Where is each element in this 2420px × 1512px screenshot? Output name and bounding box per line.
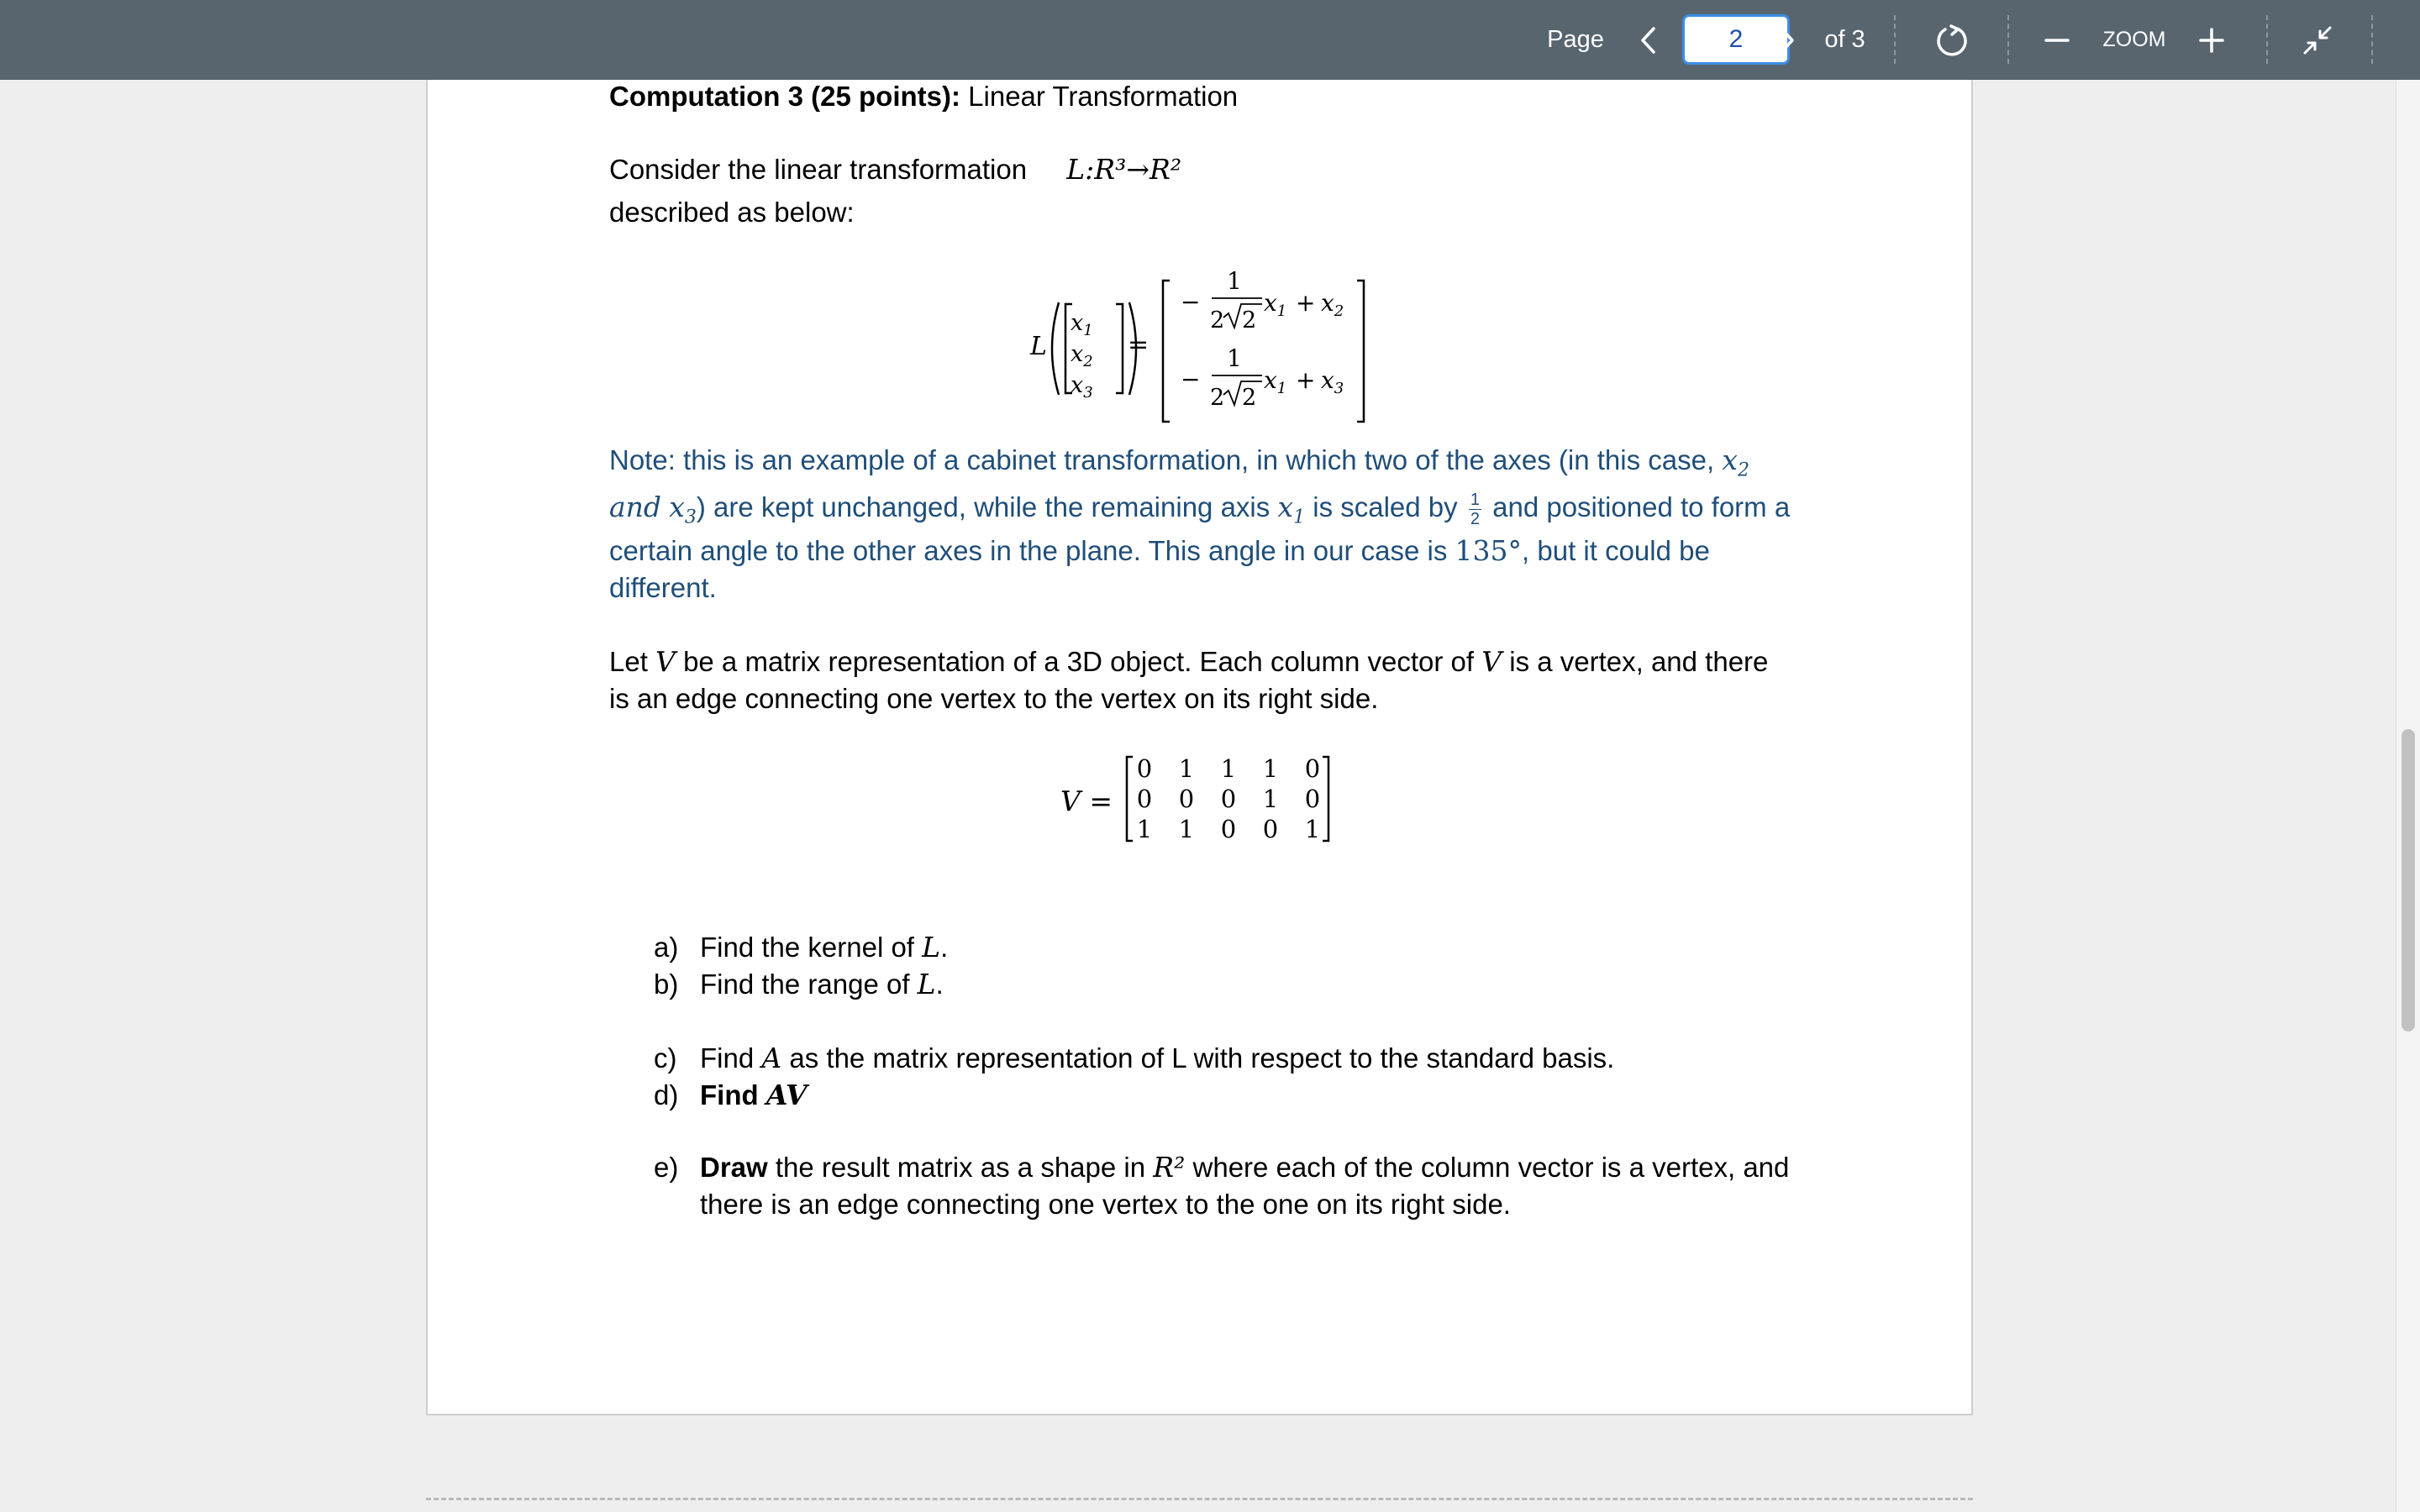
note-line-4: different. bbox=[609, 572, 717, 603]
svg-text:1: 1 bbox=[1227, 344, 1242, 372]
matrix-V-label: V = bbox=[1060, 785, 1113, 817]
svg-text:=: = bbox=[1128, 330, 1150, 360]
svg-text:x1: $x_1$ bbox=[1264, 289, 1287, 320]
matrix-cell: 1 bbox=[1220, 754, 1237, 783]
note-angle: 135° bbox=[1455, 534, 1523, 567]
question-math: R² bbox=[1153, 1151, 1186, 1184]
question-d bbox=[654, 1077, 808, 1114]
svg-text:1: 1 bbox=[1227, 267, 1242, 295]
refresh-icon bbox=[1934, 23, 1970, 58]
question-math: A bbox=[761, 1042, 782, 1074]
svg-text:x3: $x_3$ bbox=[1321, 366, 1344, 397]
next-page-edge bbox=[426, 1498, 1973, 1500]
chevron-left-icon bbox=[1639, 26, 1657, 55]
rotate-button[interactable] bbox=[1933, 0, 1971, 80]
zoom-label: ZOOM bbox=[2102, 28, 2166, 51]
note-x2: $x_2$ bbox=[1722, 444, 1749, 481]
matrix-V bbox=[1124, 752, 1334, 846]
question-math: AV bbox=[765, 1079, 808, 1111]
previous-page-button[interactable] bbox=[1630, 0, 1665, 80]
var-V: V bbox=[1481, 645, 1502, 678]
matrix-cell: 1 bbox=[1178, 754, 1195, 783]
svg-text:2: 2 bbox=[1210, 307, 1225, 333]
question-text: . bbox=[935, 969, 944, 1000]
svg-text:x1: $x_1$ bbox=[1071, 310, 1093, 339]
toolbar-divider bbox=[2266, 15, 2268, 64]
matrix-cell: 0 bbox=[1136, 785, 1153, 813]
toolbar-divider bbox=[2007, 15, 2009, 64]
question-text: Find bbox=[700, 1042, 755, 1074]
para-text: is a vertex, and there bbox=[1509, 646, 1769, 677]
question-e-line-2: there is an edge connecting one vertex to the one on its right side. bbox=[700, 1189, 1511, 1220]
note-line-2 bbox=[609, 489, 1790, 528]
page-label: Page bbox=[1547, 26, 1604, 53]
exit-fullscreen-button[interactable] bbox=[2299, 0, 2336, 80]
matrix-cell: 0 bbox=[1262, 815, 1279, 843]
fraction-one-half: $\frac{1}{2}$ bbox=[1470, 490, 1480, 528]
question-text: Find the range of bbox=[700, 969, 910, 1000]
matrix-cell: 1 bbox=[1262, 785, 1279, 813]
note-text: is scaled by bbox=[1313, 491, 1458, 522]
paragraph-2-line-2: is an edge connecting one vertex to the vertex on its right side. bbox=[609, 683, 1379, 714]
question-math: L bbox=[922, 931, 941, 963]
question-text: as the matrix representation of L with respect to the standard basis. bbox=[789, 1042, 1615, 1074]
minus-icon bbox=[2044, 38, 2070, 43]
para-text: Let bbox=[609, 646, 648, 677]
question-heading bbox=[609, 78, 1238, 115]
toolbar-divider bbox=[1894, 15, 1896, 64]
matrix-cell: 1 bbox=[1136, 815, 1153, 843]
svg-text:L: L bbox=[1030, 332, 1047, 361]
question-a bbox=[654, 929, 949, 966]
matrix-cell: 0 bbox=[1136, 754, 1153, 783]
intro-math: L:R³→R² bbox=[1066, 153, 1182, 186]
svg-text:+: + bbox=[1296, 289, 1316, 317]
var-V: V bbox=[655, 645, 676, 678]
chevron-right-icon bbox=[1778, 26, 1797, 55]
question-label: a) bbox=[654, 932, 679, 963]
note-text: certain angle to the other axes in the plane. This angle in our case is bbox=[609, 535, 1448, 566]
svg-text:x2: $x_2$ bbox=[1071, 341, 1093, 370]
note-x3: $x_3$ bbox=[669, 491, 697, 528]
zoom-in-button[interactable] bbox=[2195, 0, 2228, 80]
svg-text:x2: $x_2$ bbox=[1321, 289, 1344, 320]
matrix-cell: 1 bbox=[1262, 754, 1279, 783]
matrix-cell: 0 bbox=[1178, 785, 1195, 813]
note-line-1 bbox=[609, 442, 1749, 479]
svg-text:2: 2 bbox=[1210, 385, 1225, 411]
pdf-toolbar bbox=[0, 0, 2420, 80]
svg-text:2: 2 bbox=[1242, 307, 1257, 333]
transform-equation bbox=[1025, 260, 1378, 428]
matrix-cell: 0 bbox=[1220, 785, 1237, 813]
para-text: be a matrix representation of a 3D object. Each column vector of bbox=[683, 646, 1475, 677]
matrix-cell: 0 bbox=[1304, 785, 1321, 813]
note-line-3 bbox=[609, 533, 1710, 570]
question-text: the result matrix as a shape in bbox=[775, 1152, 1146, 1183]
question-label: c) bbox=[654, 1042, 677, 1074]
svg-text:x1: $x_1$ bbox=[1264, 366, 1287, 397]
question-text: Draw bbox=[700, 1152, 768, 1183]
question-e bbox=[654, 1149, 1790, 1186]
heading-title: Computation 3 (25 points): bbox=[609, 81, 960, 112]
intro-text: Consider the linear transformation bbox=[609, 154, 1028, 185]
toolbar-divider bbox=[2371, 15, 2373, 64]
matrix-cell: 1 bbox=[1178, 815, 1195, 843]
matrix-cell: 0 bbox=[1304, 754, 1321, 783]
page-count: of 3 bbox=[1824, 26, 1865, 53]
question-b bbox=[654, 966, 944, 1003]
plus-icon bbox=[2198, 27, 2225, 54]
svg-text:−: − bbox=[1181, 288, 1201, 316]
matrix-cell: 1 bbox=[1304, 815, 1321, 843]
note-text: and positioned to form a bbox=[1492, 491, 1791, 522]
paragraph-2-line-1 bbox=[609, 643, 1768, 680]
question-text: where each of the column vector is a vertex, and bbox=[1192, 1152, 1790, 1183]
scrollbar-thumb[interactable] bbox=[2402, 729, 2415, 1032]
note-and: and bbox=[609, 491, 662, 523]
question-c bbox=[654, 1040, 1615, 1077]
next-page-button[interactable] bbox=[1770, 0, 1805, 80]
svg-text:+: + bbox=[1296, 366, 1316, 394]
note-x1: $x_1$ bbox=[1277, 491, 1306, 528]
question-label: d) bbox=[654, 1079, 679, 1110]
svg-text:−: − bbox=[1181, 365, 1201, 393]
question-label: b) bbox=[654, 969, 679, 1000]
zoom-out-button[interactable] bbox=[2040, 0, 2074, 80]
question-text: Find bbox=[700, 1079, 759, 1110]
collapse-icon bbox=[2302, 25, 2333, 55]
note-text: Note: this is an example of a cabinet transformation, in which two of the axes (in this case, bbox=[609, 444, 1715, 475]
question-text: Find the kernel of bbox=[700, 932, 914, 963]
note-text: , but it could be bbox=[1522, 535, 1710, 566]
intro-text-continued: described as below: bbox=[609, 197, 855, 228]
question-math: L bbox=[917, 968, 936, 1000]
note-text: ) are kept unchanged, while the remaining axis bbox=[696, 491, 1270, 522]
svg-text:2: 2 bbox=[1242, 385, 1257, 411]
heading-subtitle: Linear Transformation bbox=[968, 81, 1239, 112]
svg-text:x3: $x_3$ bbox=[1071, 372, 1093, 402]
intro-line bbox=[609, 151, 1181, 188]
question-text: . bbox=[940, 932, 949, 963]
matrix-cell: 0 bbox=[1220, 815, 1237, 843]
question-label: e) bbox=[654, 1152, 679, 1183]
